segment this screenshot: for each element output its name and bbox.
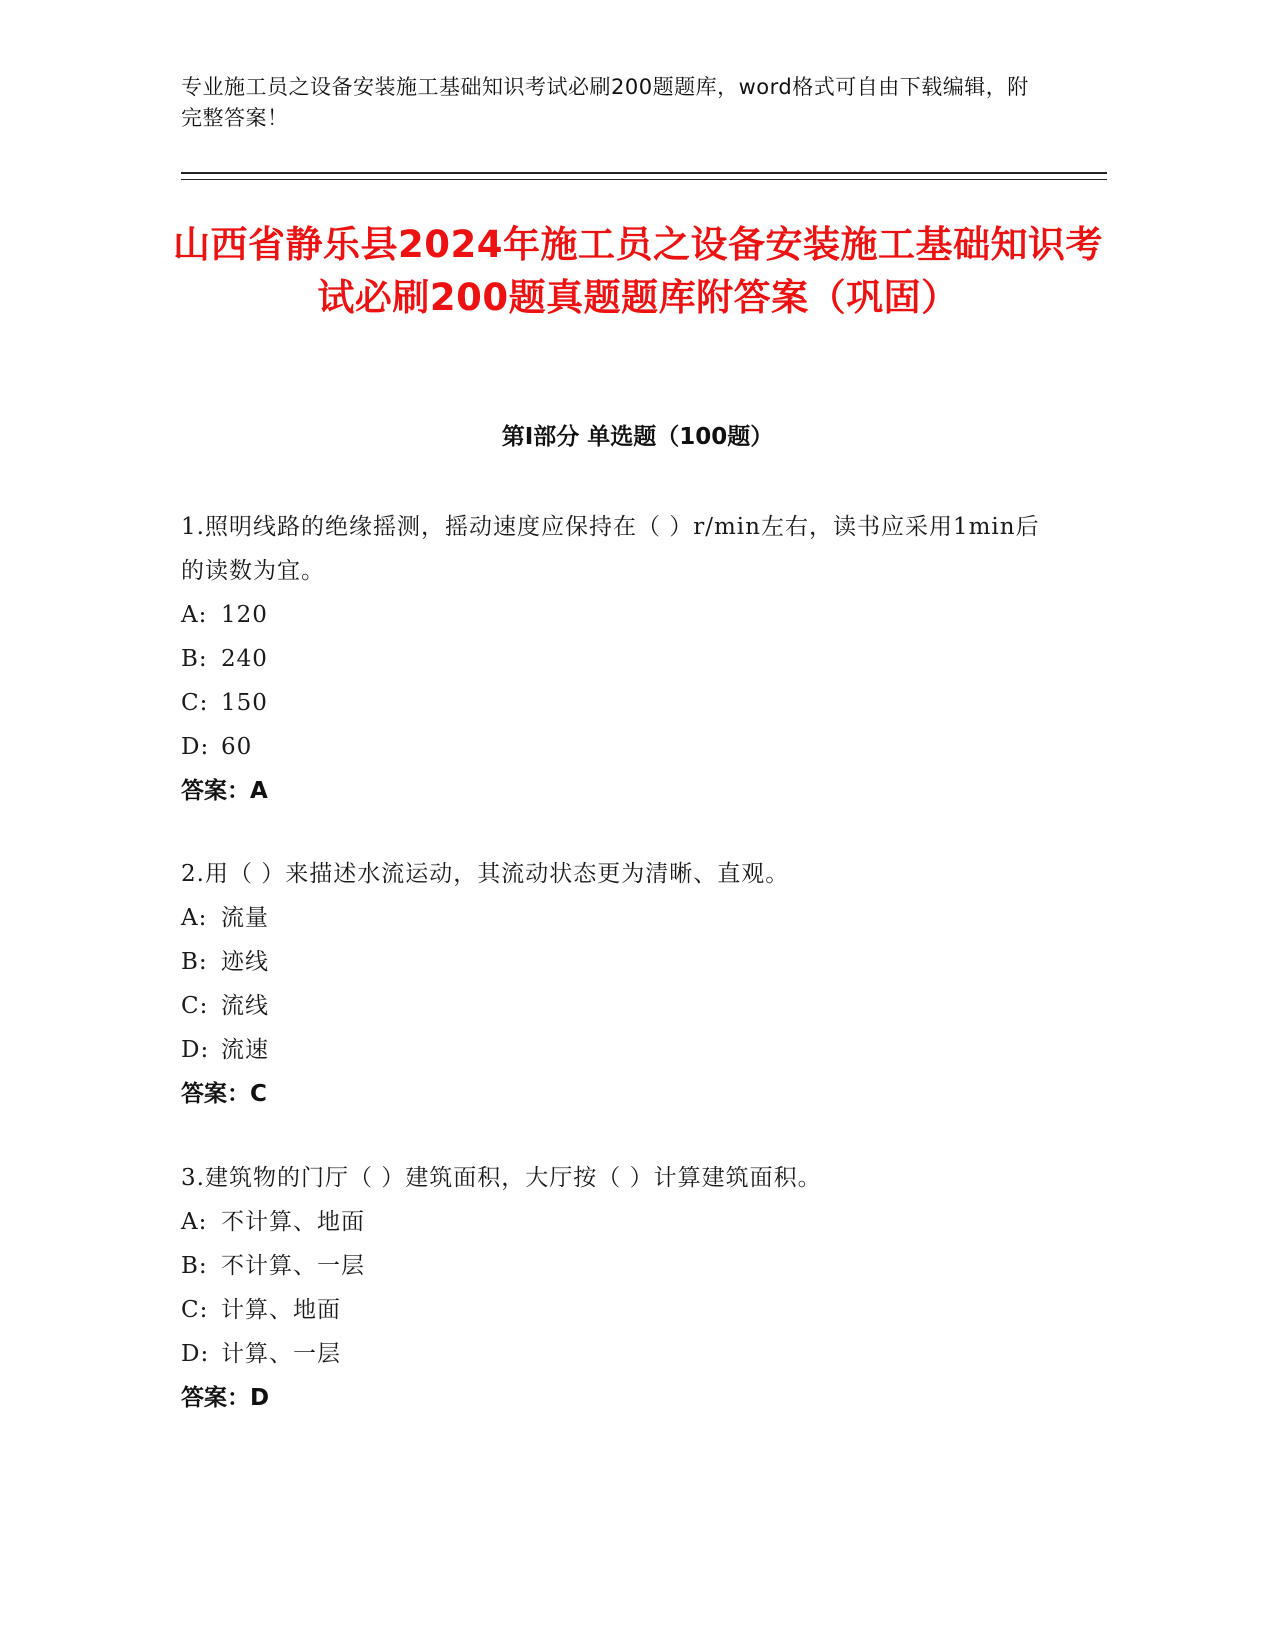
option-d [181,1028,1051,1072]
option-a [181,896,1051,940]
option-b [181,940,1051,984]
option-key: B: [181,646,208,672]
option-key: B: [181,1253,208,1279]
section-heading: 第I部分 单选题（100题） [501,424,774,450]
option-b [181,1244,1051,1288]
option-key: A: [181,602,208,628]
option-key: D: [181,734,210,760]
option-text: 流速 [221,1037,269,1063]
option-key: B: [181,949,208,975]
option-text: 120 [221,602,268,628]
option-c [181,1288,1051,1332]
option-a [181,593,1051,637]
question-2 [181,852,1051,1116]
option-key: C: [181,993,209,1019]
document-title: 山西省静乐县2024年施工员之设备安装施工基础知识考试必刷200题真题题库附答案（巩固） [173,223,1103,319]
answer: 答案：A [181,778,268,804]
option-c [181,681,1051,725]
option-text: 60 [221,734,253,760]
header-note: 专业施工员之设备安装施工基础知识考试必刷200题题库，word格式可自由下载编辑，附完整答案！ [181,75,1029,130]
option-key: D: [181,1037,210,1063]
option-text: 流线 [221,993,269,1019]
option-d [181,1332,1051,1376]
option-text: 迹线 [221,949,269,975]
question-stem: 2.用（ ）来描述水流运动，其流动状态更为清晰、直观。 [181,861,790,887]
answer: 答案：C [181,1081,267,1107]
option-key: D: [181,1341,210,1367]
header-rule-thick [181,172,1107,174]
option-text: 240 [221,646,268,672]
question-1 [181,505,1051,813]
answer: 答案：D [181,1385,270,1411]
option-key: C: [181,1297,209,1323]
option-key: C: [181,690,209,716]
option-text: 计算、地面 [221,1297,341,1323]
option-b [181,637,1051,681]
header-rule-thin [181,179,1107,180]
option-text: 流量 [221,905,269,931]
question-stem: 3.建筑物的门厅（ ）建筑面积，大厅按（ ）计算建筑面积。 [181,1165,822,1191]
option-text: 150 [221,690,268,716]
option-text: 计算、一层 [221,1341,341,1367]
option-c [181,984,1051,1028]
option-text: 不计算、地面 [221,1209,365,1235]
option-key: A: [181,1209,208,1235]
option-text: 不计算、一层 [221,1253,365,1279]
question-stem: 1.照明线路的绝缘摇测，摇动速度应保持在（ ）r/min左右，读书应采用1min后的读数为宜。 [181,514,1040,584]
option-a [181,1200,1051,1244]
option-key: A: [181,905,208,931]
option-d [181,725,1051,769]
question-3 [181,1156,1051,1420]
